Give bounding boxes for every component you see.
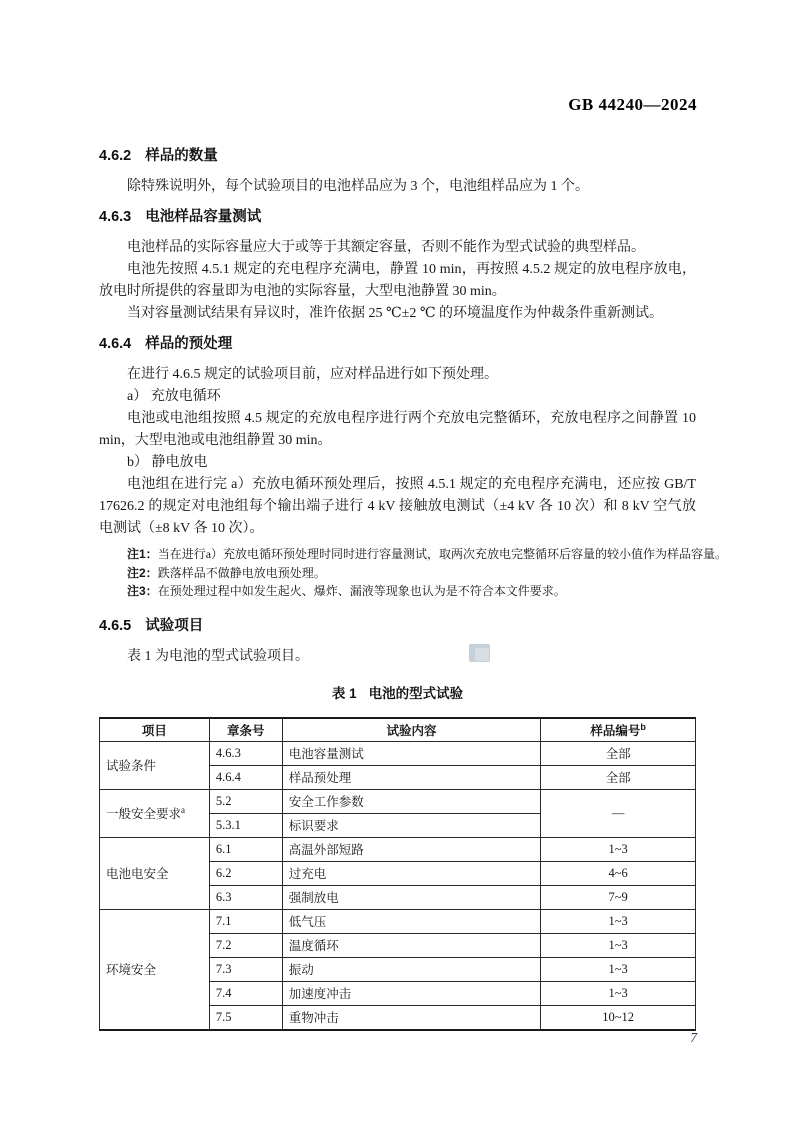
note-text: 在预处理过程中如发生起火、爆炸、漏液等现象也认为是不符合本文件要求。 xyxy=(157,584,566,598)
col-header-item: 项目 xyxy=(100,718,210,742)
sample-cell: 1~3 xyxy=(541,981,696,1005)
paragraph: 电池或电池组按照 4.5 规定的充放电程序进行两个充放电完整循环，充放电程序之间静置 10 min，大型电池或电池组静置 30 min。 xyxy=(99,411,696,448)
table-caption-title: 电池的型式试验 xyxy=(368,685,464,701)
col-header-clause: 章条号 xyxy=(209,718,282,742)
section-title: 电池样品容量测试 xyxy=(145,209,262,225)
note-2 xyxy=(99,564,696,583)
group-cell: 环境安全 xyxy=(100,909,210,1030)
note-label: 注1： xyxy=(127,547,158,561)
sample-cell: 全部 xyxy=(541,765,696,789)
group-cell: 试验条件 xyxy=(100,741,210,789)
clause-cell: 4.6.4 xyxy=(209,765,282,789)
paragraph: 电池组在进行完 a）充放电循环预处理后，按照 4.5.1 规定的充电程序充满电，还应按 GB/T 17626.2 的规定对电池组每个输出端子进行 4 kV 接触放电测试（±4 kV 各 10 次）和 8 kV 空气放电测试（±8 kV 各 10 次）。 xyxy=(99,477,696,536)
paragraph: 除特殊说明外，每个试验项目的电池样品应为 3 个，电池组样品应为 1 个。 xyxy=(127,179,589,194)
clause-cell: 7.5 xyxy=(209,1005,282,1030)
sample-cell: 1~3 xyxy=(541,957,696,981)
col-header-sample: 样品编号$^b$ xyxy=(541,718,696,742)
table-row xyxy=(100,837,696,861)
sample-cell: 4~6 xyxy=(541,861,696,885)
content-cell: 振动 xyxy=(282,957,540,981)
sample-cell: 1~3 xyxy=(541,909,696,933)
clause-cell: 7.3 xyxy=(209,957,282,981)
col-header-content: 试验内容 xyxy=(282,718,540,742)
clause-cell: 7.4 xyxy=(209,981,282,1005)
clause-cell: 7.2 xyxy=(209,933,282,957)
note-text: 跌落样品不做静电放电预处理。 xyxy=(157,565,326,580)
section-heading-463 xyxy=(99,207,696,227)
section-id: 4.6.5 xyxy=(99,617,132,634)
sample-cell: 7~9 xyxy=(541,885,696,909)
content-cell: 温度循环 xyxy=(282,933,540,957)
group-cell: 电池电安全 xyxy=(100,837,210,909)
page-content xyxy=(99,108,728,1031)
clause-cell: 6.3 xyxy=(209,885,282,909)
content-cell: 标识要求 xyxy=(282,813,540,837)
note-3 xyxy=(99,582,696,601)
table-row xyxy=(100,909,696,933)
highlight-artifact-inner xyxy=(475,648,489,661)
note-label: 注3： xyxy=(127,584,158,598)
section-id: 4.6.2 xyxy=(99,148,132,164)
section-title: 样品的数量 xyxy=(145,148,218,164)
notes-block xyxy=(99,545,728,601)
clause-cell: 6.2 xyxy=(209,861,282,885)
sample-cell: 10~12 xyxy=(541,1005,696,1030)
list-item-b: b） 静电放电 xyxy=(127,455,208,470)
paragraph: 电池先按照 4.5.1 规定的充电程序充满电，静置 10 min，再按照 4.5.2 规定的放电程序放电，放电时所提供的容量即为电池的实际容量，大型电池静置 30 min。 xyxy=(99,262,696,299)
note-1 xyxy=(99,545,728,564)
note-label: 注2： xyxy=(127,565,158,580)
content-cell: 低气压 xyxy=(282,909,540,933)
table-row xyxy=(100,789,696,813)
sample-cell: 1~3 xyxy=(541,837,696,861)
section-id: 4.6.3 xyxy=(99,209,132,225)
table-caption-number: 表 1 xyxy=(331,685,357,701)
sample-cell: 1~3 xyxy=(541,933,696,957)
highlight-artifact xyxy=(469,644,490,662)
paragraph: 电池样品的实际容量应大于或等于其额定容量，否则不能作为型式试验的典型样品。 xyxy=(127,240,645,255)
section-id: 4.6.4 xyxy=(99,336,132,352)
content-cell: 安全工作参数 xyxy=(282,789,540,813)
content-cell: 重物冲击 xyxy=(282,1005,540,1030)
section-title: 样品的预处理 xyxy=(145,336,233,352)
clause-cell: 6.1 xyxy=(209,837,282,861)
content-cell: 加速度冲击 xyxy=(282,981,540,1005)
sample-cell: 全部 xyxy=(541,741,696,765)
table-row xyxy=(100,741,696,765)
content-cell: 过充电 xyxy=(282,861,540,885)
section-heading-464 xyxy=(99,334,696,354)
paragraph: 当对容量测试结果有异议时，准许依据 25 ℃±2 ℃ 的环境温度作为仲裁条件重新测试。 xyxy=(127,306,664,321)
clause-cell: 7.1 xyxy=(209,909,282,933)
table-caption xyxy=(99,684,696,704)
type-test-table xyxy=(99,717,696,1031)
section-heading-465 xyxy=(99,616,696,636)
table-header-row xyxy=(100,718,696,742)
footnote-ref-b: b xyxy=(640,721,646,732)
footnote-ref-a: a xyxy=(181,804,186,815)
section-heading-462 xyxy=(99,146,696,166)
clause-cell: 5.3.1 xyxy=(209,813,282,837)
list-item-a: a） 充放电循环 xyxy=(127,389,221,404)
content-cell: 样品预处理 xyxy=(282,765,540,789)
clause-cell: 4.6.3 xyxy=(209,741,282,765)
content-cell: 强制放电 xyxy=(282,885,540,909)
note-text: 当在进行a）充放电循环预处理时同时进行容量测试，取两次充放电完整循环后容量的较小值作为样品容量。 xyxy=(157,547,728,561)
content-cell: 高温外部短路 xyxy=(282,837,540,861)
paragraph: 在进行 4.6.5 规定的试验项目前，应对样品进行如下预处理。 xyxy=(127,367,498,382)
clause-cell: 5.2 xyxy=(209,789,282,813)
paragraph: 表 1 为电池的型式试验项目。 xyxy=(127,648,309,664)
sample-cell: — xyxy=(541,789,696,837)
section-title: 试验项目 xyxy=(145,617,204,634)
content-cell: 电池容量测试 xyxy=(282,741,540,765)
group-cell: 一般安全要求$^a$ xyxy=(100,789,210,837)
standard-number: GB 44240—2024 xyxy=(568,95,697,114)
page-number: 7 xyxy=(690,1030,697,1045)
